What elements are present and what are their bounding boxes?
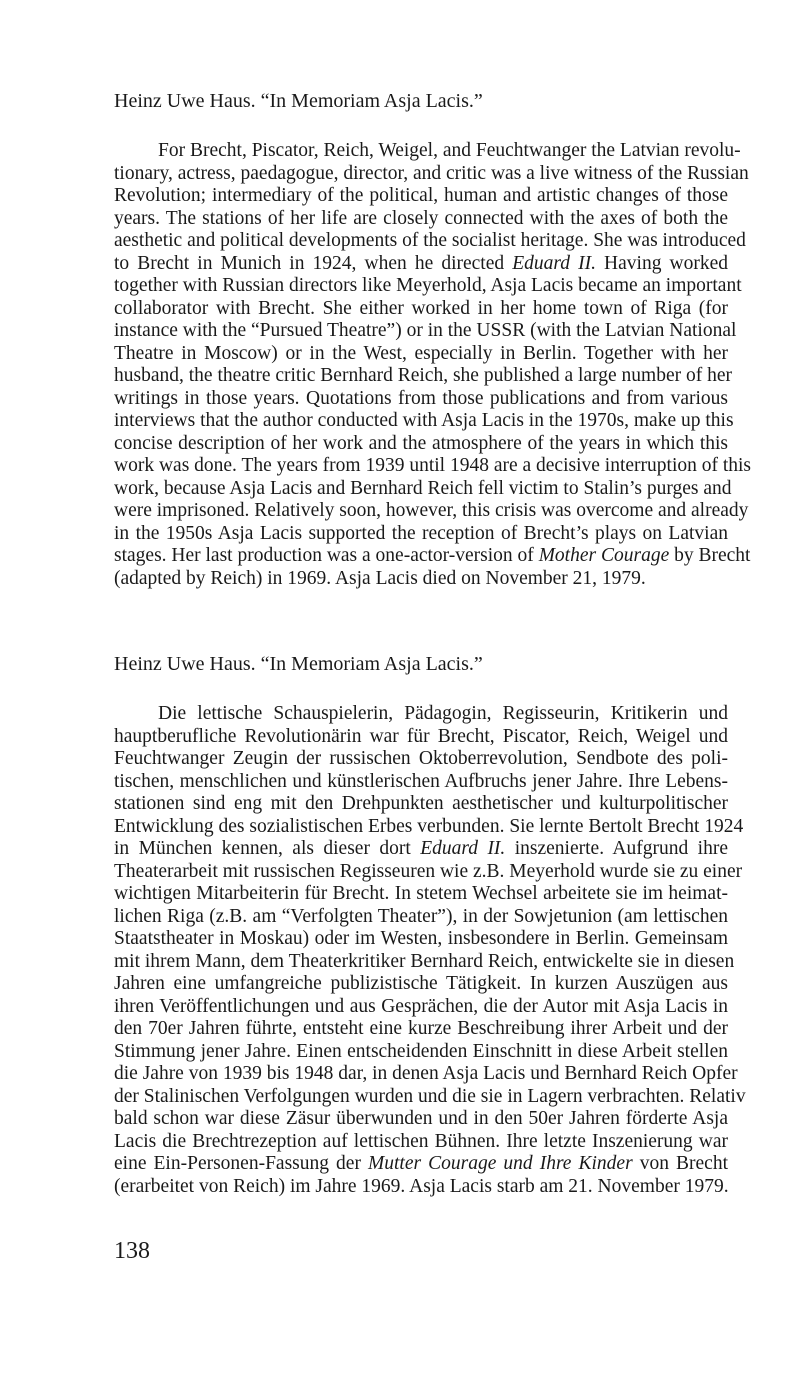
text-segment: von Brecht [632,1153,729,1174]
text-line: die Jahre von 1939 bis 1948 dar, in denen Asja Lacis und Bernhard Reich Opfer [114,1063,738,1084]
text-line: hauptberufliche Revolutionärin war für Brecht, Piscator, Reich, Weigel und [114,725,728,747]
german-heading: Heinz Uwe Haus. “In Memoriam Asja Lacis.” [114,653,483,675]
english-heading: Heinz Uwe Haus. “In Memoriam Asja Lacis.” [114,90,483,112]
text-line: tionary, actress, paedagogue, director, and critic was a live witness of the Russian [114,162,749,184]
text-line: tischen, menschlichen und künstlerischen Aufbruchs jener Jahre. Ihre Lebens- [114,770,728,792]
text-line [114,1153,728,1176]
text-line: Theaterarbeit mit russischen Regisseuren wie z.B. Meyerhold wurde sie zu einer [114,860,743,882]
text-line: Jahren eine umfangreiche publizistische Tätigkeit. In kurzen Auszügen aus [114,973,728,994]
text-line: work was done. The years from 1939 until 1948 are a decisive interruption of this [114,455,752,476]
text-line: Stimmung jener Jahre. Einen entscheidenden Einschnitt in diese Arbeit stellen [114,1040,728,1062]
text-line: der Stalinischen Verfolgungen wurden und die sie in Lagern verbrachten. Relativ [114,1085,746,1107]
text-segment: in München kennen, als dieser dort [114,838,421,859]
text-line [114,838,728,861]
text-segment: stages. Her last production was a one-actor-version of [114,545,539,566]
text-line [114,545,751,568]
play-title-mutter-courage: Mutter Courage und Ihre Kinder [368,1153,633,1174]
page-number: 138 [114,1238,150,1264]
text-segment: Having worked [595,252,729,274]
text-line: For Brecht, Piscator, Reich, Weigel, and Feuchtwanger the Latvian revolu- [158,140,741,161]
text-line: Feuchtwanger Zeugin der russischen Oktoberrevolution, Sendbote des poli- [114,748,728,769]
english-abstract [114,140,752,590]
text-line: mit ihrem Mann, dem Theaterkritiker Bernhard Reich, entwickelte sie in diesen [114,950,735,972]
text-line: Lacis die Brechtrezeption auf lettischen Bühnen. Ihre letzte Inszenierung war [114,1130,728,1152]
text-line: bald schon war diese Zäsur überwunden und in den 50er Jahren förderte Asja [114,1108,728,1129]
text-line: interviews that the author conducted with Asja Lacis in the 1970s, make up this [114,410,734,431]
text-line: Staatstheater in Moskau) oder im Westen, insbesondere in Berlin. Gemeinsam [114,928,728,949]
play-title-eduard: Eduard II. [512,252,596,274]
text-line: Entwicklung des sozialistischen Erbes verbunden. Sie lernte Bertolt Brecht 1924 [114,815,744,837]
text-line: (adapted by Reich) in 1969. Asja Lacis died on November 21, 1979. [114,567,646,589]
text-line: husband, the theatre critic Bernhard Reich, she published a large number of her [114,365,733,386]
play-title-eduard: Eduard II. [420,838,506,859]
text-line: lichen Riga (z.B. am “Verfolgten Theater”), in der Sowjetunion (am lettischen [114,905,728,927]
text-segment: inszenierte. Aufgrund ihre [505,838,729,859]
german-abstract [114,703,746,1198]
text-segment: eine Ein-Personen-Fassung der [114,1153,368,1174]
text-line: in the 1950s Asja Lacis supported the reception of Brecht’s plays on Latvian [114,522,728,544]
text-segment: by Brecht [669,545,751,566]
text-line: stationen sind eng mit den Drehpunkten aesthetischer und kulturpolitischer [114,793,728,814]
text-line: instance with the “Pursued Theatre”) or in the USSR (with the Latvian National [114,320,737,341]
text-line: collaborator with Brecht. She either worked in her home town of Riga (for [114,297,728,319]
play-title-mother-courage: Mother Courage [538,545,670,566]
text-line: concise description of her work and the atmosphere of the years in which this [114,432,728,454]
text-line: Theatre in Moscow) or in the West, especially in Berlin. Together with her [114,342,728,364]
text-line [114,253,728,276]
text-line: (erarbeitet von Reich) im Jahre 1969. Asja Lacis starb am 21. November 1979. [114,1175,729,1197]
text-line: ihren Veröffentlichungen und aus Gesprächen, die der Autor mit Asja Lacis in [114,995,728,1017]
text-line: Die lettische Schauspielerin, Pädagogin, Regisseurin, Kritikerin und [158,703,728,724]
text-line: Revolution; intermediary of the political, human and artistic changes of those [114,185,728,206]
text-line: wichtigen Mitarbeiterin für Brecht. In stetem Wechsel arbeitete sie im heimat- [114,883,728,904]
text-line: writings in those years. Quotations from those publications and from various [114,387,728,409]
text-segment: to Brecht in Munich in 1924, when he directed [114,252,513,274]
text-line: years. The stations of her life are closely connected with the axes of both the [114,207,728,229]
text-line: aesthetic and political developments of the socialist heritage. She was introduced [114,230,746,251]
text-line: work, because Asja Lacis and Bernhard Reich fell victim to Stalin’s purges and [114,477,732,499]
text-line: den 70er Jahren führte, entsteht eine kurze Beschreibung ihrer Arbeit und der [114,1018,728,1039]
text-line: were imprisoned. Relatively soon, however, this crisis was overcome and already [114,500,749,521]
text-line: together with Russian directors like Meyerhold, Asja Lacis became an important [114,275,742,296]
